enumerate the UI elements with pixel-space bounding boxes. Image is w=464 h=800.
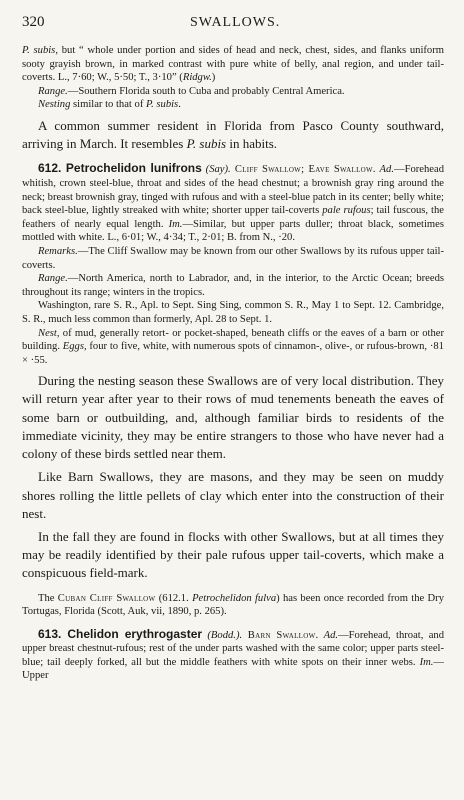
cuban-cliff-swallow-note: The Cuban Cliff Swallow (612.1. Petrochelidon fulva) has been once recorded from the Dry Tortugas, Florida (Scott, Auk, vii, 1890, p. 265).: [22, 592, 444, 618]
p-subis-nesting: Nesting similar to that of P. subis.: [38, 99, 181, 111]
species-613-heading: 613. Chelidon erythrogaster: [38, 626, 203, 641]
species-612-remarks: Remarks.—The Cliff Swallow may be known from our other Swallows by its rufous upper tail-coverts.: [22, 245, 444, 271]
page-header: [22, 14, 444, 36]
page-number: 320: [22, 14, 45, 30]
narrative-paragraph: In the fall they are found in flocks with other Swallows, but at all times they may be readily identified by their pale rufous upper tail-coverts, which make a conspicuous field-mark.: [22, 528, 444, 581]
species-612-description: 612. Petrochelidon lunifrons (Say). Cliff Swallow; Eave Swallow. Ad.—Forehead whitish, crown steel-blue, throat and sides of the head chestnut; a brownish gray ring around the neck; breast brownish gray, tinged with rufous and with a steel-blue patch in its center; belly white; back steel-blue, lightly streaked with white; shorter upper tail-coverts pale rufous; tail fuscous, the feathers of nearly equal length. Im.—Similar, but upper parts duller; throat black, sometimes mottled with white. L., 6·01; W., 4·34; T., 2·01; B. from N., ·20.: [22, 161, 444, 244]
species-612-records: Washington, rare S. R., Apl. to Sept. Sing Sing, common S. R., May 1 to Sept. 12. Cambridge, S. R., much less common than formerly, Apl. 28 to Sept. 1.: [22, 300, 444, 325]
running-title: SWALLOWS.: [190, 15, 281, 30]
species-ref: P. subis: [22, 45, 56, 56]
species-612-range: Range.—North America, north to Labrador, and, in the interior, to the Arctic Ocean; breeds throughout its range; winters in the tropics.: [22, 273, 444, 298]
p-subis-note: A common summer resident in Florida from Pasco County southward, arriving in March. It resembles P. subis in habits.: [22, 117, 444, 152]
species-612-heading: 612. Petrochelidon lunifrons: [38, 161, 202, 176]
p-subis-description: P. subis, but “ whole under portion and sides of head and neck, chest, sides, and flanks uniform sooty grayish brown, in marked contrast with pure white of belly, anal region, and under tail-coverts. L., 7·60; W., 5·50; T., 3·10” (Ridgw.): [22, 45, 444, 84]
narrative-paragraph: During the nesting season these Swallows are of very local distribution. They will return year after year to their rows of mud tenements beneath the eaves of some barn or outbuilding, and, although familiar birds to residents of the immediate vicinity, they may be entire strangers to those who have never had a colony of these birds settled near them.: [22, 373, 444, 462]
narrative-paragraph: Like Barn Swallows, they are masons, and they may be seen on muddy shores rolling the little pellets of clay which enter into the construction of their nest.: [22, 469, 444, 521]
species-613-description: 613. Chelidon erythrogaster (Bodd.). Barn Swallow. Ad.—Forehead, throat, and upper breast chestnut-rufous; rest of the under parts washed with the same color; upper parts steel-blue; tail deeply forked, all but the middle feathers with white spots on their inner webs. Im.—Upper: [22, 626, 444, 682]
p-subis-range: Range.—Southern Florida south to Cuba and probably Central America.: [38, 85, 345, 97]
species-612-nest: Nest, of mud, generally retort- or pocket-shaped, beneath cliffs or the eaves of a barn or other building. Eggs, four to five, white, with numerous spots of cinnamon-, olive-, or rufous-brown, ·81 × ·55.: [22, 327, 444, 366]
